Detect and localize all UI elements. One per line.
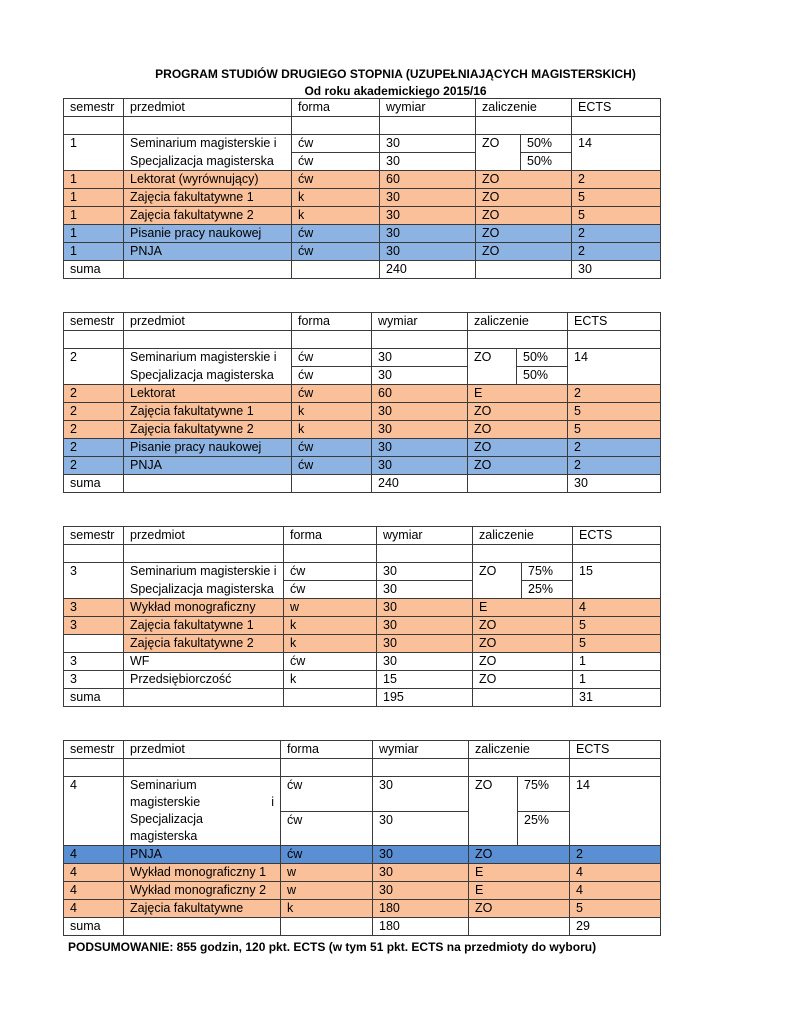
col-semestr: semestr bbox=[64, 527, 124, 545]
cell-subject: Zajęcia fakultatywne 2 bbox=[124, 207, 292, 225]
table-row bbox=[64, 171, 661, 189]
cell-suma-wymiar: 180 bbox=[373, 918, 469, 936]
table-row bbox=[64, 882, 661, 900]
cell-subject: Specjalizacja magisterska bbox=[124, 581, 284, 599]
cell-subject: Pisanie pracy naukowej bbox=[124, 439, 292, 457]
cell-subject bbox=[124, 811, 281, 846]
cell-forma: ćw bbox=[292, 243, 380, 261]
cell-subject: Seminarium magisterskie i bbox=[124, 135, 292, 153]
col-zaliczenie: zaliczenie bbox=[476, 99, 572, 117]
cell-wymiar: 30 bbox=[372, 457, 468, 475]
cell-pct: 50% bbox=[521, 153, 572, 171]
cell-sem: 3 bbox=[64, 563, 124, 599]
cell-subject: Zajęcia fakultatywne bbox=[124, 900, 281, 918]
cell-wymiar: 30 bbox=[373, 882, 469, 900]
cell-subject: Specjalizacja magisterska bbox=[124, 153, 292, 171]
col-ects: ECTS bbox=[573, 527, 661, 545]
cell-wymiar: 30 bbox=[377, 599, 473, 617]
cell-forma: ćw bbox=[292, 439, 372, 457]
subject-line: Specjalizacja bbox=[130, 812, 203, 826]
col-semestr: semestr bbox=[64, 99, 124, 117]
cell-forma: k bbox=[292, 189, 380, 207]
col-ects: ECTS bbox=[568, 313, 661, 331]
table-row bbox=[64, 777, 661, 812]
cell-wymiar: 30 bbox=[380, 135, 476, 153]
cell-suma-ects: 30 bbox=[568, 475, 661, 493]
col-forma: forma bbox=[292, 99, 380, 117]
cell-suma-label: suma bbox=[64, 261, 124, 279]
cell-wymiar: 30 bbox=[377, 563, 473, 581]
cell-ects: 5 bbox=[568, 421, 661, 439]
table-row bbox=[64, 207, 661, 225]
cell-forma: ćw bbox=[281, 777, 373, 812]
subject-line: Seminarium bbox=[130, 778, 197, 792]
cell-subject: Lektorat bbox=[124, 385, 292, 403]
cell-forma: ćw bbox=[292, 367, 372, 385]
cell-ects: 5 bbox=[572, 189, 661, 207]
semester-table-2 bbox=[63, 312, 661, 493]
table-row bbox=[64, 243, 661, 261]
cell-wymiar: 30 bbox=[380, 153, 476, 171]
cell-forma: w bbox=[281, 882, 373, 900]
cell-subject: Wykład monograficzny 1 bbox=[124, 864, 281, 882]
cell-ects: 4 bbox=[570, 864, 661, 882]
cell-ects: 2 bbox=[572, 171, 661, 189]
col-wymiar: wymiar bbox=[380, 99, 476, 117]
col-przedmiot: przedmiot bbox=[124, 313, 292, 331]
col-wymiar: wymiar bbox=[373, 741, 469, 759]
cell-sem: 3 bbox=[64, 617, 124, 635]
suma-row bbox=[64, 475, 661, 493]
cell-ects: 4 bbox=[570, 882, 661, 900]
cell-forma: w bbox=[284, 599, 377, 617]
cell-forma: k bbox=[281, 900, 373, 918]
cell-sem: 4 bbox=[64, 846, 124, 864]
cell-suma-wymiar: 240 bbox=[372, 475, 468, 493]
semester-table-3 bbox=[63, 526, 661, 707]
cell-wymiar: 30 bbox=[372, 403, 468, 421]
cell-ects: 2 bbox=[568, 439, 661, 457]
cell-sem: 2 bbox=[64, 403, 124, 421]
empty-row bbox=[64, 331, 661, 349]
cell-wymiar: 60 bbox=[380, 171, 476, 189]
col-przedmiot: przedmiot bbox=[124, 527, 284, 545]
summary-text: PODSUMOWANIE: 855 godzin, 120 pkt. ECTS (w tym 51 pkt. ECTS na przedmioty do wyboru) bbox=[68, 940, 597, 954]
cell-ects: 5 bbox=[573, 635, 661, 653]
cell-wymiar: 30 bbox=[377, 635, 473, 653]
cell-forma: ćw bbox=[292, 153, 380, 171]
cell-wymiar: 30 bbox=[377, 581, 473, 599]
cell-pct: 50% bbox=[521, 135, 572, 153]
table-row bbox=[64, 563, 661, 581]
cell-forma: k bbox=[284, 617, 377, 635]
cell-sem: 1 bbox=[64, 243, 124, 261]
cell-zal: ZO bbox=[468, 349, 517, 385]
cell-forma: ćw bbox=[292, 457, 372, 475]
cell-ects: 5 bbox=[572, 207, 661, 225]
table-row bbox=[64, 635, 661, 653]
cell-zal: ZO bbox=[469, 900, 570, 918]
cell-subject: PNJA bbox=[124, 457, 292, 475]
cell-wymiar: 30 bbox=[372, 367, 468, 385]
cell-ects: 5 bbox=[568, 403, 661, 421]
cell-zal: E bbox=[469, 882, 570, 900]
cell-subject: Lektorat (wyrównujący) bbox=[124, 171, 292, 189]
cell-sem: 2 bbox=[64, 457, 124, 475]
cell-sem bbox=[64, 635, 124, 653]
cell-suma-label: suma bbox=[64, 475, 124, 493]
cell-forma: ćw bbox=[281, 846, 373, 864]
cell-zal: ZO bbox=[469, 846, 570, 864]
cell-ects: 1 bbox=[573, 671, 661, 689]
cell-zal: E bbox=[469, 864, 570, 882]
cell-forma: k bbox=[284, 635, 377, 653]
subject-line: magisterska bbox=[130, 829, 198, 843]
table-row bbox=[64, 135, 661, 153]
cell-sem: 4 bbox=[64, 882, 124, 900]
suma-row bbox=[64, 261, 661, 279]
table-row bbox=[64, 457, 661, 475]
header-row bbox=[64, 99, 661, 117]
cell-ects: 14 bbox=[572, 135, 661, 171]
table-row bbox=[64, 617, 661, 635]
cell-ects: 5 bbox=[573, 617, 661, 635]
table-row bbox=[64, 900, 661, 918]
col-ects: ECTS bbox=[572, 99, 661, 117]
cell-ects: 1 bbox=[573, 653, 661, 671]
cell-zal: ZO bbox=[476, 243, 572, 261]
table-row bbox=[64, 421, 661, 439]
cell-subject: Zajęcia fakultatywne 1 bbox=[124, 403, 292, 421]
cell-forma: ćw bbox=[292, 171, 380, 189]
cell-subject: Zajęcia fakultatywne 1 bbox=[124, 189, 292, 207]
cell-pct: 75% bbox=[522, 563, 573, 581]
cell-zal: ZO bbox=[476, 189, 572, 207]
cell-zal: ZO bbox=[469, 777, 518, 846]
col-przedmiot: przedmiot bbox=[124, 99, 292, 117]
cell-sem: 2 bbox=[64, 349, 124, 385]
cell-pct: 50% bbox=[517, 349, 568, 367]
cell-sem: 2 bbox=[64, 421, 124, 439]
subject-line: i bbox=[271, 795, 274, 809]
col-semestr: semestr bbox=[64, 313, 124, 331]
cell-ects: 2 bbox=[568, 457, 661, 475]
cell-forma: ćw bbox=[284, 581, 377, 599]
col-forma: forma bbox=[281, 741, 373, 759]
table-row bbox=[64, 349, 661, 367]
header-row bbox=[64, 313, 661, 331]
semester-table-1 bbox=[63, 98, 661, 279]
header-row bbox=[64, 527, 661, 545]
cell-pct: 25% bbox=[522, 581, 573, 599]
cell-subject: Przedsiębiorczość bbox=[124, 671, 284, 689]
col-zaliczenie: zaliczenie bbox=[468, 313, 568, 331]
cell-ects: 2 bbox=[570, 846, 661, 864]
table-row bbox=[64, 653, 661, 671]
cell-sem: 4 bbox=[64, 900, 124, 918]
cell-wymiar: 30 bbox=[377, 617, 473, 635]
cell-zal: ZO bbox=[473, 671, 573, 689]
cell-ects: 5 bbox=[570, 900, 661, 918]
table-row bbox=[64, 403, 661, 421]
cell-ects: 2 bbox=[572, 225, 661, 243]
cell-forma: k bbox=[292, 421, 372, 439]
cell-suma-wymiar: 195 bbox=[377, 689, 473, 707]
suma-row bbox=[64, 689, 661, 707]
cell-ects: 2 bbox=[572, 243, 661, 261]
cell-zal: E bbox=[473, 599, 573, 617]
cell-zal: ZO bbox=[468, 421, 568, 439]
cell-zal: ZO bbox=[468, 457, 568, 475]
cell-sem: 4 bbox=[64, 864, 124, 882]
cell-forma: ćw bbox=[292, 385, 372, 403]
col-ects: ECTS bbox=[570, 741, 661, 759]
cell-zal: ZO bbox=[476, 171, 572, 189]
table-row bbox=[64, 439, 661, 457]
cell-sem: 1 bbox=[64, 171, 124, 189]
cell-wymiar: 60 bbox=[372, 385, 468, 403]
empty-row bbox=[64, 117, 661, 135]
cell-wymiar: 30 bbox=[373, 864, 469, 882]
cell-suma-ects: 30 bbox=[572, 261, 661, 279]
cell-pct: 25% bbox=[518, 811, 570, 846]
cell-zal: ZO bbox=[473, 653, 573, 671]
header-row bbox=[64, 741, 661, 759]
cell-sem: 3 bbox=[64, 653, 124, 671]
cell-wymiar: 30 bbox=[380, 243, 476, 261]
table-row bbox=[64, 189, 661, 207]
empty-row bbox=[64, 545, 661, 563]
col-zaliczenie: zaliczenie bbox=[469, 741, 570, 759]
cell-forma: ćw bbox=[292, 135, 380, 153]
cell-wymiar: 30 bbox=[373, 846, 469, 864]
col-forma: forma bbox=[292, 313, 372, 331]
table-row bbox=[64, 153, 661, 171]
col-przedmiot: przedmiot bbox=[124, 741, 281, 759]
col-zaliczenie: zaliczenie bbox=[473, 527, 573, 545]
cell-wymiar: 30 bbox=[373, 777, 469, 812]
cell-wymiar: 15 bbox=[377, 671, 473, 689]
cell-zal: ZO bbox=[473, 635, 573, 653]
cell-sem: 3 bbox=[64, 671, 124, 689]
table-row bbox=[64, 581, 661, 599]
cell-subject: Zajęcia fakultatywne 2 bbox=[124, 421, 292, 439]
page-subtitle: Od roku akademickiego 2015/16 bbox=[304, 84, 487, 98]
cell-sem: 4 bbox=[64, 777, 124, 846]
subject-line: magisterskie bbox=[130, 795, 201, 809]
cell-wymiar: 30 bbox=[372, 349, 468, 367]
cell-subject bbox=[124, 777, 281, 812]
cell-subject: Zajęcia fakultatywne 1 bbox=[124, 617, 284, 635]
cell-forma: ćw bbox=[292, 225, 380, 243]
col-semestr: semestr bbox=[64, 741, 124, 759]
cell-sem: 2 bbox=[64, 439, 124, 457]
cell-ects: 14 bbox=[568, 349, 661, 385]
table-row bbox=[64, 864, 661, 882]
cell-zal: ZO bbox=[476, 207, 572, 225]
cell-zal: ZO bbox=[476, 135, 521, 171]
cell-subject: WF bbox=[124, 653, 284, 671]
cell-subject: PNJA bbox=[124, 846, 281, 864]
col-wymiar: wymiar bbox=[377, 527, 473, 545]
cell-pct: 50% bbox=[517, 367, 568, 385]
cell-suma-label: suma bbox=[64, 918, 124, 936]
cell-subject: Wykład monograficzny 2 bbox=[124, 882, 281, 900]
table-row bbox=[64, 599, 661, 617]
table-row bbox=[64, 671, 661, 689]
cell-pct: 75% bbox=[518, 777, 570, 812]
table-row bbox=[64, 385, 661, 403]
page-title: PROGRAM STUDIÓW DRUGIEGO STOPNIA (UZUPEŁNIAJĄCYCH MAGISTERSKICH) bbox=[155, 67, 636, 81]
cell-wymiar: 180 bbox=[373, 900, 469, 918]
cell-zal: ZO bbox=[476, 225, 572, 243]
cell-subject: Seminarium magisterskie i bbox=[124, 563, 284, 581]
col-wymiar: wymiar bbox=[372, 313, 468, 331]
cell-sem: 3 bbox=[64, 599, 124, 617]
cell-wymiar: 30 bbox=[372, 421, 468, 439]
cell-forma: ćw bbox=[292, 349, 372, 367]
cell-forma: ćw bbox=[281, 811, 373, 846]
cell-subject: Specjalizacja magisterska bbox=[124, 367, 292, 385]
suma-row bbox=[64, 918, 661, 936]
cell-subject: PNJA bbox=[124, 243, 292, 261]
cell-suma-ects: 31 bbox=[573, 689, 661, 707]
cell-forma: ćw bbox=[284, 653, 377, 671]
cell-wymiar: 30 bbox=[373, 811, 469, 846]
table-row bbox=[64, 225, 661, 243]
cell-ects: 2 bbox=[568, 385, 661, 403]
cell-forma: k bbox=[292, 403, 372, 421]
cell-forma: w bbox=[281, 864, 373, 882]
cell-subject: Wykład monograficzny bbox=[124, 599, 284, 617]
cell-sem: 1 bbox=[64, 225, 124, 243]
cell-forma: k bbox=[292, 207, 380, 225]
cell-wymiar: 30 bbox=[372, 439, 468, 457]
cell-ects: 15 bbox=[573, 563, 661, 599]
cell-forma: k bbox=[284, 671, 377, 689]
cell-ects: 4 bbox=[573, 599, 661, 617]
empty-row bbox=[64, 759, 661, 777]
cell-sem: 2 bbox=[64, 385, 124, 403]
cell-suma-ects: 29 bbox=[570, 918, 661, 936]
cell-sem: 1 bbox=[64, 135, 124, 171]
cell-wymiar: 30 bbox=[380, 207, 476, 225]
cell-wymiar: 30 bbox=[380, 189, 476, 207]
cell-subject: Zajęcia fakultatywne 2 bbox=[124, 635, 284, 653]
cell-suma-label: suma bbox=[64, 689, 124, 707]
cell-subject: Pisanie pracy naukowej bbox=[124, 225, 292, 243]
cell-suma-wymiar: 240 bbox=[380, 261, 476, 279]
cell-wymiar: 30 bbox=[377, 653, 473, 671]
cell-zal: E bbox=[468, 385, 568, 403]
cell-wymiar: 30 bbox=[380, 225, 476, 243]
cell-subject: Seminarium magisterskie i bbox=[124, 349, 292, 367]
cell-ects: 14 bbox=[570, 777, 661, 846]
cell-zal: ZO bbox=[473, 617, 573, 635]
cell-sem: 1 bbox=[64, 207, 124, 225]
cell-sem: 1 bbox=[64, 189, 124, 207]
col-forma: forma bbox=[284, 527, 377, 545]
semester-table-4 bbox=[63, 740, 661, 936]
cell-zal: ZO bbox=[473, 563, 522, 599]
cell-forma: ćw bbox=[284, 563, 377, 581]
table-row bbox=[64, 846, 661, 864]
cell-zal: ZO bbox=[468, 403, 568, 421]
cell-zal: ZO bbox=[468, 439, 568, 457]
